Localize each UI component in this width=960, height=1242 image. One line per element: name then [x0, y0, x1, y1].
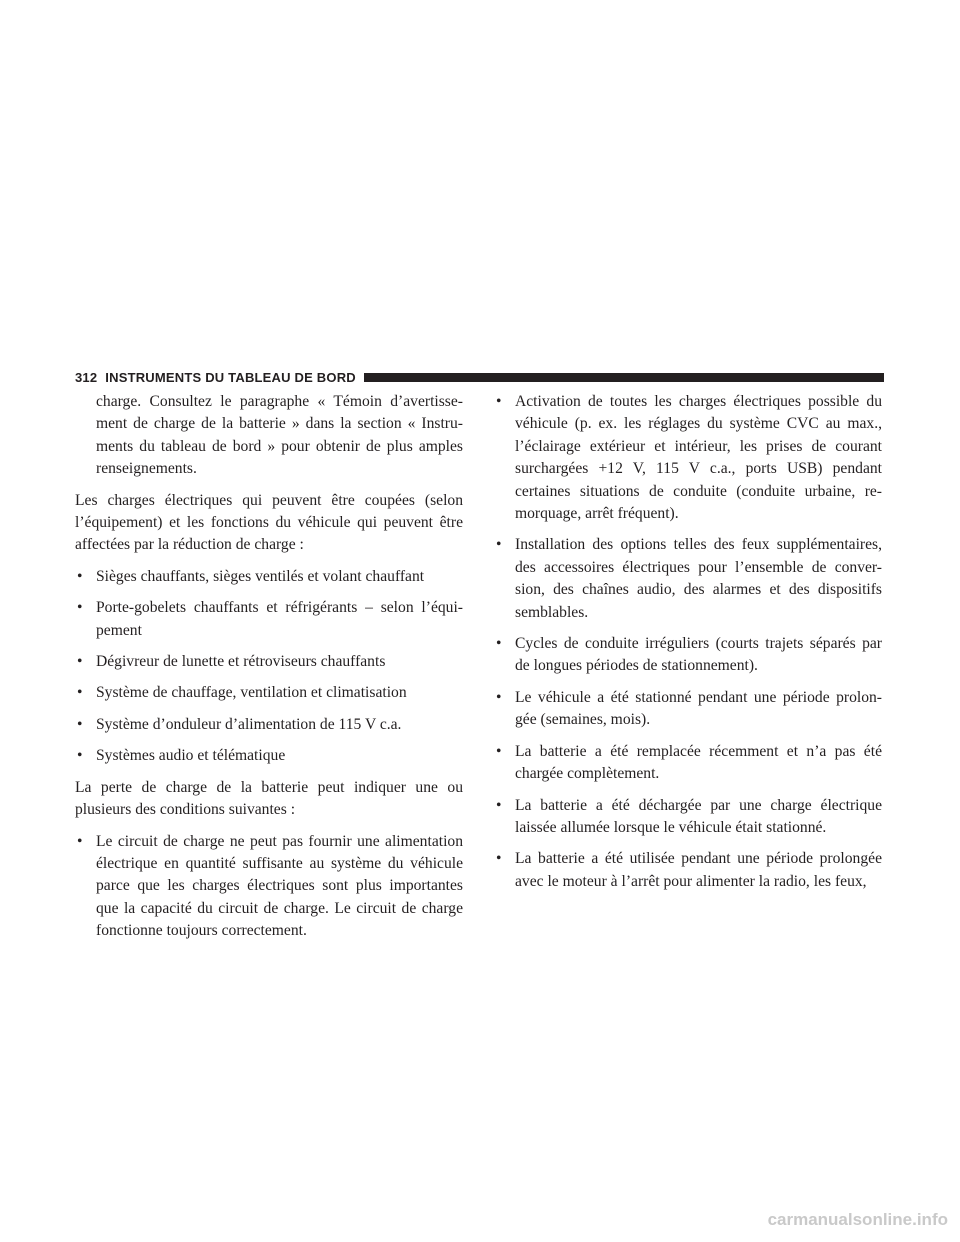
- bullet-icon: •: [77, 599, 83, 617]
- list-item: [75, 597, 463, 642]
- list-item: [75, 831, 463, 943]
- list-item-text: Système de chauffage, ventilation et climatisation: [96, 684, 407, 702]
- list-item: [494, 848, 882, 893]
- continued-paragraph: charge. Consultez le paragraphe « Témoin d’avertisse-ment de charge de la batterie » dans la section « Instru-ments du tableau de bord » pour obtenir de plus amples renseignements.: [96, 393, 463, 478]
- list-item: [75, 745, 463, 767]
- bullet-icon: •: [496, 635, 502, 653]
- bullet-icon: •: [496, 536, 502, 554]
- bullet-icon: •: [77, 832, 83, 850]
- list-item-text: Le circuit de charge ne peut pas fournir une alimentation électrique en quantité suffisante au système du véhicule parce que les charges électriques sont plus importantes que la capacité du circuit de charge. Le circuit de charge fonctionne toujours correctement.: [96, 832, 463, 940]
- right-column: [494, 391, 882, 902]
- list-item-text: La batterie a été utilisée pendant une période prolongée avec le moteur à l’arrêt pour alimenter la radio, les feux,: [515, 850, 882, 890]
- conditions-intro-paragraph: La perte de charge de la batterie peut indiquer une ou plusieurs des conditions suivantes :: [75, 778, 463, 819]
- list-item-text: Le véhicule a été stationné pendant une période prolon-gée (semaines, mois).: [515, 688, 882, 729]
- list-item: [494, 534, 882, 624]
- section-title: INSTRUMENTS DU TABLEAU DE BORD: [105, 369, 356, 385]
- header-rule: [364, 373, 884, 382]
- bullet-icon: •: [496, 796, 502, 814]
- watermark-logo: carmanualsonline.info: [767, 1210, 948, 1229]
- loads-intro-paragraph: Les charges électriques qui peuvent être coupées (selon l’équipement) et les fonctions du véhicule qui peuvent être affectées par la réduction de charge :: [75, 491, 463, 554]
- bullet-icon: •: [496, 393, 502, 410]
- bullet-icon: •: [496, 742, 502, 760]
- bullet-icon: •: [77, 567, 83, 585]
- list-item: [494, 633, 882, 678]
- list-item: [494, 391, 882, 525]
- list-item: [75, 651, 463, 673]
- list-item: [75, 682, 463, 704]
- page-number: 312: [75, 369, 98, 385]
- bullet-icon: •: [496, 850, 502, 868]
- list-item-text: Sièges chauffants, sièges ventilés et volant chauffant: [96, 567, 425, 585]
- bullet-icon: •: [77, 715, 83, 733]
- list-item: [75, 566, 463, 588]
- list-item-text: Cycles de conduite irréguliers (courts trajets séparés par de longues périodes de stationnement).: [515, 635, 882, 675]
- list-item-text: Porte-gobelets chauffants et réfrigérants – selon l’équi-pement: [96, 599, 463, 639]
- bullet-icon: •: [496, 688, 502, 706]
- list-item: [494, 795, 882, 840]
- list-item-text: Systèmes audio et télématique: [96, 747, 286, 765]
- list-item: [494, 741, 882, 786]
- bullet-icon: •: [77, 747, 83, 765]
- list-item-text: Installation des options telles des feux supplémentaires, des accessoires électriques pour l’ensemble de conver-sion, des chaînes audio, des alarmes et des dispositifs semblables.: [515, 536, 882, 621]
- left-column: [75, 391, 463, 952]
- page-header: [75, 369, 884, 385]
- list-item: [494, 687, 882, 732]
- bullet-icon: •: [77, 684, 83, 702]
- list-item: [75, 714, 463, 736]
- list-item-text: Système d’onduleur d’alimentation de 115 V c.a.: [96, 715, 402, 733]
- list-item-text: Activation de toutes les charges électriques possible du véhicule (p. ex. les réglages du système CVC au max., l’éclairage extérieur et intérieur, les prises de courant surchargées +12 V, 115 V c.a., ports USB) pendant certaines situations de conduite (conduite urbaine, re-morquage, arrêt fréquent).: [515, 393, 882, 523]
- list-item-text: La batterie a été remplacée récemment et n’a pas été chargée complètement.: [515, 742, 882, 783]
- bullet-icon: •: [77, 653, 83, 671]
- list-item-text: La batterie a été déchargée par une charge électrique laissée allumée lorsque le véhicule était stationné.: [515, 796, 882, 836]
- list-item-text: Dégivreur de lunette et rétroviseurs chauffants: [96, 653, 386, 671]
